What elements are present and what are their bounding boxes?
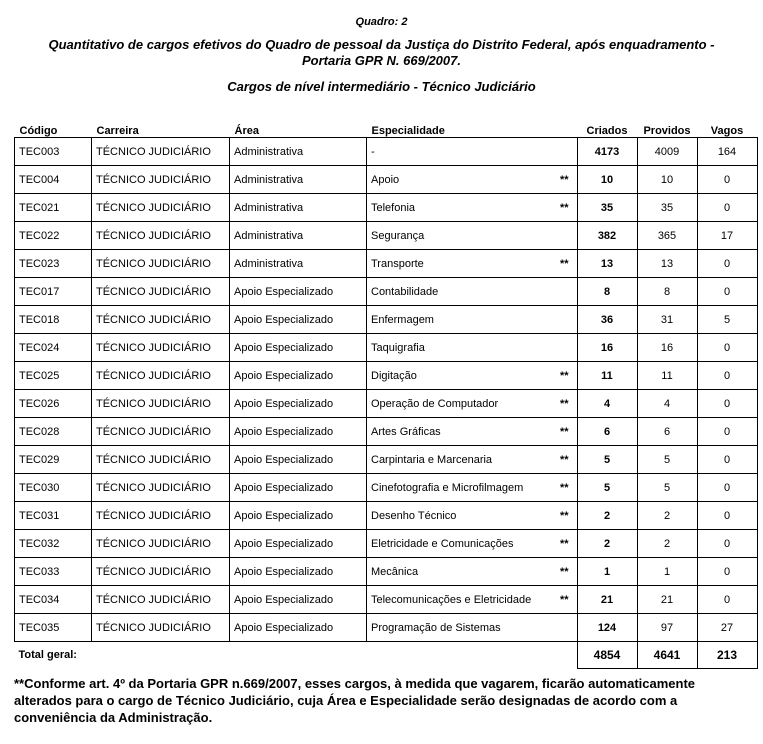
cell-area: Apoio Especializado — [230, 614, 367, 642]
cell-carreira: TÉCNICO JUDICIÁRIO — [92, 362, 230, 390]
cell-carreira: TÉCNICO JUDICIÁRIO — [92, 138, 230, 166]
cell-vagos: 0 — [697, 502, 757, 530]
table-row — [15, 278, 758, 306]
cell-providos: 35 — [637, 194, 697, 222]
table-row — [15, 222, 758, 250]
cell-mark: ** — [547, 390, 578, 418]
cell-providos: 8 — [637, 278, 697, 306]
cell-mark: ** — [547, 446, 578, 474]
cell-mark — [547, 138, 578, 166]
cell-codigo: TEC021 — [15, 194, 92, 222]
cell-area: Apoio Especializado — [230, 278, 367, 306]
cell-carreira: TÉCNICO JUDICIÁRIO — [92, 278, 230, 306]
total-criados: 4854 — [577, 642, 637, 669]
table-row — [15, 194, 758, 222]
table-row — [15, 418, 758, 446]
cell-criados: 11 — [577, 362, 637, 390]
cell-area: Apoio Especializado — [230, 558, 367, 586]
cell-codigo: TEC030 — [15, 474, 92, 502]
cell-especialidade: Apoio — [367, 166, 547, 194]
table-row — [15, 614, 758, 642]
cell-area: Apoio Especializado — [230, 418, 367, 446]
cell-providos: 11 — [637, 362, 697, 390]
cell-mark: ** — [547, 586, 578, 614]
cell-especialidade: Telefonia — [367, 194, 547, 222]
cell-criados: 5 — [577, 446, 637, 474]
cell-criados: 21 — [577, 586, 637, 614]
cell-criados: 5 — [577, 474, 637, 502]
cell-codigo: TEC023 — [15, 250, 92, 278]
cell-providos: 21 — [637, 586, 697, 614]
cell-area: Apoio Especializado — [230, 586, 367, 614]
cell-criados: 4 — [577, 390, 637, 418]
cell-providos: 31 — [637, 306, 697, 334]
cell-area: Administrativa — [230, 166, 367, 194]
cell-carreira: TÉCNICO JUDICIÁRIO — [92, 586, 230, 614]
cell-criados: 1 — [577, 558, 637, 586]
table-title: Quantitativo de cargos efetivos do Quadro de pessoal da Justiça do Distrito Federal, após enquadramento - Portaria GPR N. 669/2007. — [48, 37, 715, 68]
cell-vagos: 0 — [697, 390, 757, 418]
cell-carreira: TÉCNICO JUDICIÁRIO — [92, 194, 230, 222]
col-providos: Providos — [643, 125, 691, 137]
cell-providos: 2 — [637, 530, 697, 558]
col-especialidade: Especialidade — [371, 125, 445, 137]
table-row — [15, 530, 758, 558]
cell-mark — [547, 334, 578, 362]
cell-codigo: TEC003 — [15, 138, 92, 166]
cell-mark — [547, 306, 578, 334]
cell-providos: 4009 — [637, 138, 697, 166]
table-row — [15, 306, 758, 334]
cell-especialidade: Enfermagem — [367, 306, 547, 334]
cell-codigo: TEC018 — [15, 306, 92, 334]
cell-criados: 382 — [577, 222, 637, 250]
cell-codigo: TEC025 — [15, 362, 92, 390]
cell-area: Apoio Especializado — [230, 502, 367, 530]
cell-vagos: 0 — [697, 586, 757, 614]
cell-carreira: TÉCNICO JUDICIÁRIO — [92, 306, 230, 334]
cell-especialidade: Eletricidade e Comunicações — [367, 530, 547, 558]
cell-area: Apoio Especializado — [230, 446, 367, 474]
cell-mark: ** — [547, 418, 578, 446]
cell-mark — [547, 278, 578, 306]
cell-mark: ** — [547, 166, 578, 194]
cell-providos: 1 — [637, 558, 697, 586]
cell-mark — [547, 614, 578, 642]
cell-codigo: TEC017 — [15, 278, 92, 306]
cell-especialidade: Cinefotografia e Microfilmagem — [367, 474, 547, 502]
cell-carreira: TÉCNICO JUDICIÁRIO — [92, 558, 230, 586]
cell-carreira: TÉCNICO JUDICIÁRIO — [92, 334, 230, 362]
cell-criados: 13 — [577, 250, 637, 278]
cell-criados: 6 — [577, 418, 637, 446]
cell-area: Apoio Especializado — [230, 362, 367, 390]
cell-criados: 36 — [577, 306, 637, 334]
cell-carreira: TÉCNICO JUDICIÁRIO — [92, 250, 230, 278]
cell-especialidade: Operação de Computador — [367, 390, 547, 418]
cell-criados: 16 — [577, 334, 637, 362]
cell-criados: 2 — [577, 502, 637, 530]
cell-especialidade: Digitação — [367, 362, 547, 390]
cell-area: Administrativa — [230, 194, 367, 222]
cell-mark: ** — [547, 250, 578, 278]
cell-providos: 5 — [637, 446, 697, 474]
cell-especialidade: Programação de Sistemas — [367, 614, 547, 642]
table-body — [15, 138, 758, 642]
cell-codigo: TEC032 — [15, 530, 92, 558]
cell-carreira: TÉCNICO JUDICIÁRIO — [92, 530, 230, 558]
cell-vagos: 0 — [697, 166, 757, 194]
cell-area: Apoio Especializado — [230, 530, 367, 558]
cell-area: Administrativa — [230, 250, 367, 278]
table-row — [15, 558, 758, 586]
cell-providos: 16 — [637, 334, 697, 362]
cell-carreira: TÉCNICO JUDICIÁRIO — [92, 614, 230, 642]
cell-codigo: TEC024 — [15, 334, 92, 362]
cell-mark: ** — [547, 502, 578, 530]
cell-providos: 365 — [637, 222, 697, 250]
cell-area: Administrativa — [230, 138, 367, 166]
col-vagos: Vagos — [710, 125, 744, 137]
table-row — [15, 250, 758, 278]
cell-mark: ** — [547, 362, 578, 390]
cell-especialidade: Desenho Técnico — [367, 502, 547, 530]
quadro-number: Quadro: 2 — [355, 16, 408, 28]
cell-providos: 4 — [637, 390, 697, 418]
cell-vagos: 0 — [697, 558, 757, 586]
cell-area: Apoio Especializado — [230, 334, 367, 362]
cell-codigo: TEC031 — [15, 502, 92, 530]
table-row — [15, 474, 758, 502]
cell-carreira: TÉCNICO JUDICIÁRIO — [92, 502, 230, 530]
total-providos: 4641 — [637, 642, 697, 669]
total-row — [15, 642, 758, 669]
cell-carreira: TÉCNICO JUDICIÁRIO — [92, 446, 230, 474]
table-row — [15, 586, 758, 614]
col-criados: Criados — [586, 125, 628, 137]
cell-area: Administrativa — [230, 222, 367, 250]
cell-especialidade: Contabilidade — [367, 278, 547, 306]
cell-especialidade: - — [367, 138, 547, 166]
cell-codigo: TEC028 — [15, 418, 92, 446]
total-vagos: 213 — [697, 642, 757, 669]
cell-especialidade: Segurança — [367, 222, 547, 250]
cell-mark: ** — [547, 194, 578, 222]
cell-criados: 124 — [577, 614, 637, 642]
cell-criados: 2 — [577, 530, 637, 558]
cell-criados: 4173 — [577, 138, 637, 166]
cell-codigo: TEC022 — [15, 222, 92, 250]
cell-providos: 10 — [637, 166, 697, 194]
cell-vagos: 0 — [697, 474, 757, 502]
cell-especialidade: Mecânica — [367, 558, 547, 586]
table-row — [15, 334, 758, 362]
cell-providos: 5 — [637, 474, 697, 502]
table-subtitle: Cargos de nível intermediário - Técnico Judiciário — [227, 79, 536, 94]
table-row — [15, 138, 758, 166]
cell-carreira: TÉCNICO JUDICIÁRIO — [92, 222, 230, 250]
cell-carreira: TÉCNICO JUDICIÁRIO — [92, 390, 230, 418]
cell-vagos: 0 — [697, 334, 757, 362]
cell-vagos: 27 — [697, 614, 757, 642]
cell-vagos: 0 — [697, 250, 757, 278]
cell-especialidade: Transporte — [367, 250, 547, 278]
cell-especialidade: Taquigrafia — [367, 334, 547, 362]
table-row — [15, 166, 758, 194]
cell-carreira: TÉCNICO JUDICIÁRIO — [92, 474, 230, 502]
cell-vagos: 0 — [697, 530, 757, 558]
table-row — [15, 446, 758, 474]
cell-providos: 6 — [637, 418, 697, 446]
cell-providos: 13 — [637, 250, 697, 278]
cell-providos: 97 — [637, 614, 697, 642]
cell-codigo: TEC004 — [15, 166, 92, 194]
col-area: Área — [234, 125, 259, 137]
cell-vagos: 0 — [697, 418, 757, 446]
cell-codigo: TEC035 — [15, 614, 92, 642]
cell-vagos: 17 — [697, 222, 757, 250]
cell-mark: ** — [547, 530, 578, 558]
total-label: Total geral: — [18, 649, 77, 662]
cell-carreira: TÉCNICO JUDICIÁRIO — [92, 166, 230, 194]
cell-codigo: TEC033 — [15, 558, 92, 586]
cell-vagos: 164 — [697, 138, 757, 166]
cell-vagos: 0 — [697, 278, 757, 306]
cell-vagos: 0 — [697, 362, 757, 390]
footnote: **Conforme art. 4º da Portaria GPR n.669/2007, esses cargos, à medida que vagarem, ficarão automaticamente alterados para o cargo de Técnico Judiciário, cuja Área e Especialidade serão designadas de acordo com a conveniência da Administração. — [14, 676, 696, 725]
cell-vagos: 5 — [697, 306, 757, 334]
cell-codigo: TEC034 — [15, 586, 92, 614]
table-row — [15, 390, 758, 418]
table-row — [15, 502, 758, 530]
cell-codigo: TEC029 — [15, 446, 92, 474]
cell-mark: ** — [547, 558, 578, 586]
cell-especialidade: Artes Gráficas — [367, 418, 547, 446]
cell-mark: ** — [547, 474, 578, 502]
cell-vagos: 0 — [697, 446, 757, 474]
header-row — [15, 120, 758, 138]
cell-area: Apoio Especializado — [230, 390, 367, 418]
cell-criados: 10 — [577, 166, 637, 194]
cell-mark — [547, 222, 578, 250]
cell-vagos: 0 — [697, 194, 757, 222]
cell-criados: 35 — [577, 194, 637, 222]
cell-criados: 8 — [577, 278, 637, 306]
cell-providos: 2 — [637, 502, 697, 530]
cell-especialidade: Carpintaria e Marcenaria — [367, 446, 547, 474]
positions-table — [14, 120, 758, 669]
cell-area: Apoio Especializado — [230, 474, 367, 502]
cell-area: Apoio Especializado — [230, 306, 367, 334]
cell-carreira: TÉCNICO JUDICIÁRIO — [92, 418, 230, 446]
cell-codigo: TEC026 — [15, 390, 92, 418]
table-row — [15, 362, 758, 390]
col-carreira: Carreira — [96, 125, 139, 137]
cell-especialidade: Telecomunicações e Eletricidade — [367, 586, 547, 614]
col-codigo: Código — [19, 125, 58, 137]
